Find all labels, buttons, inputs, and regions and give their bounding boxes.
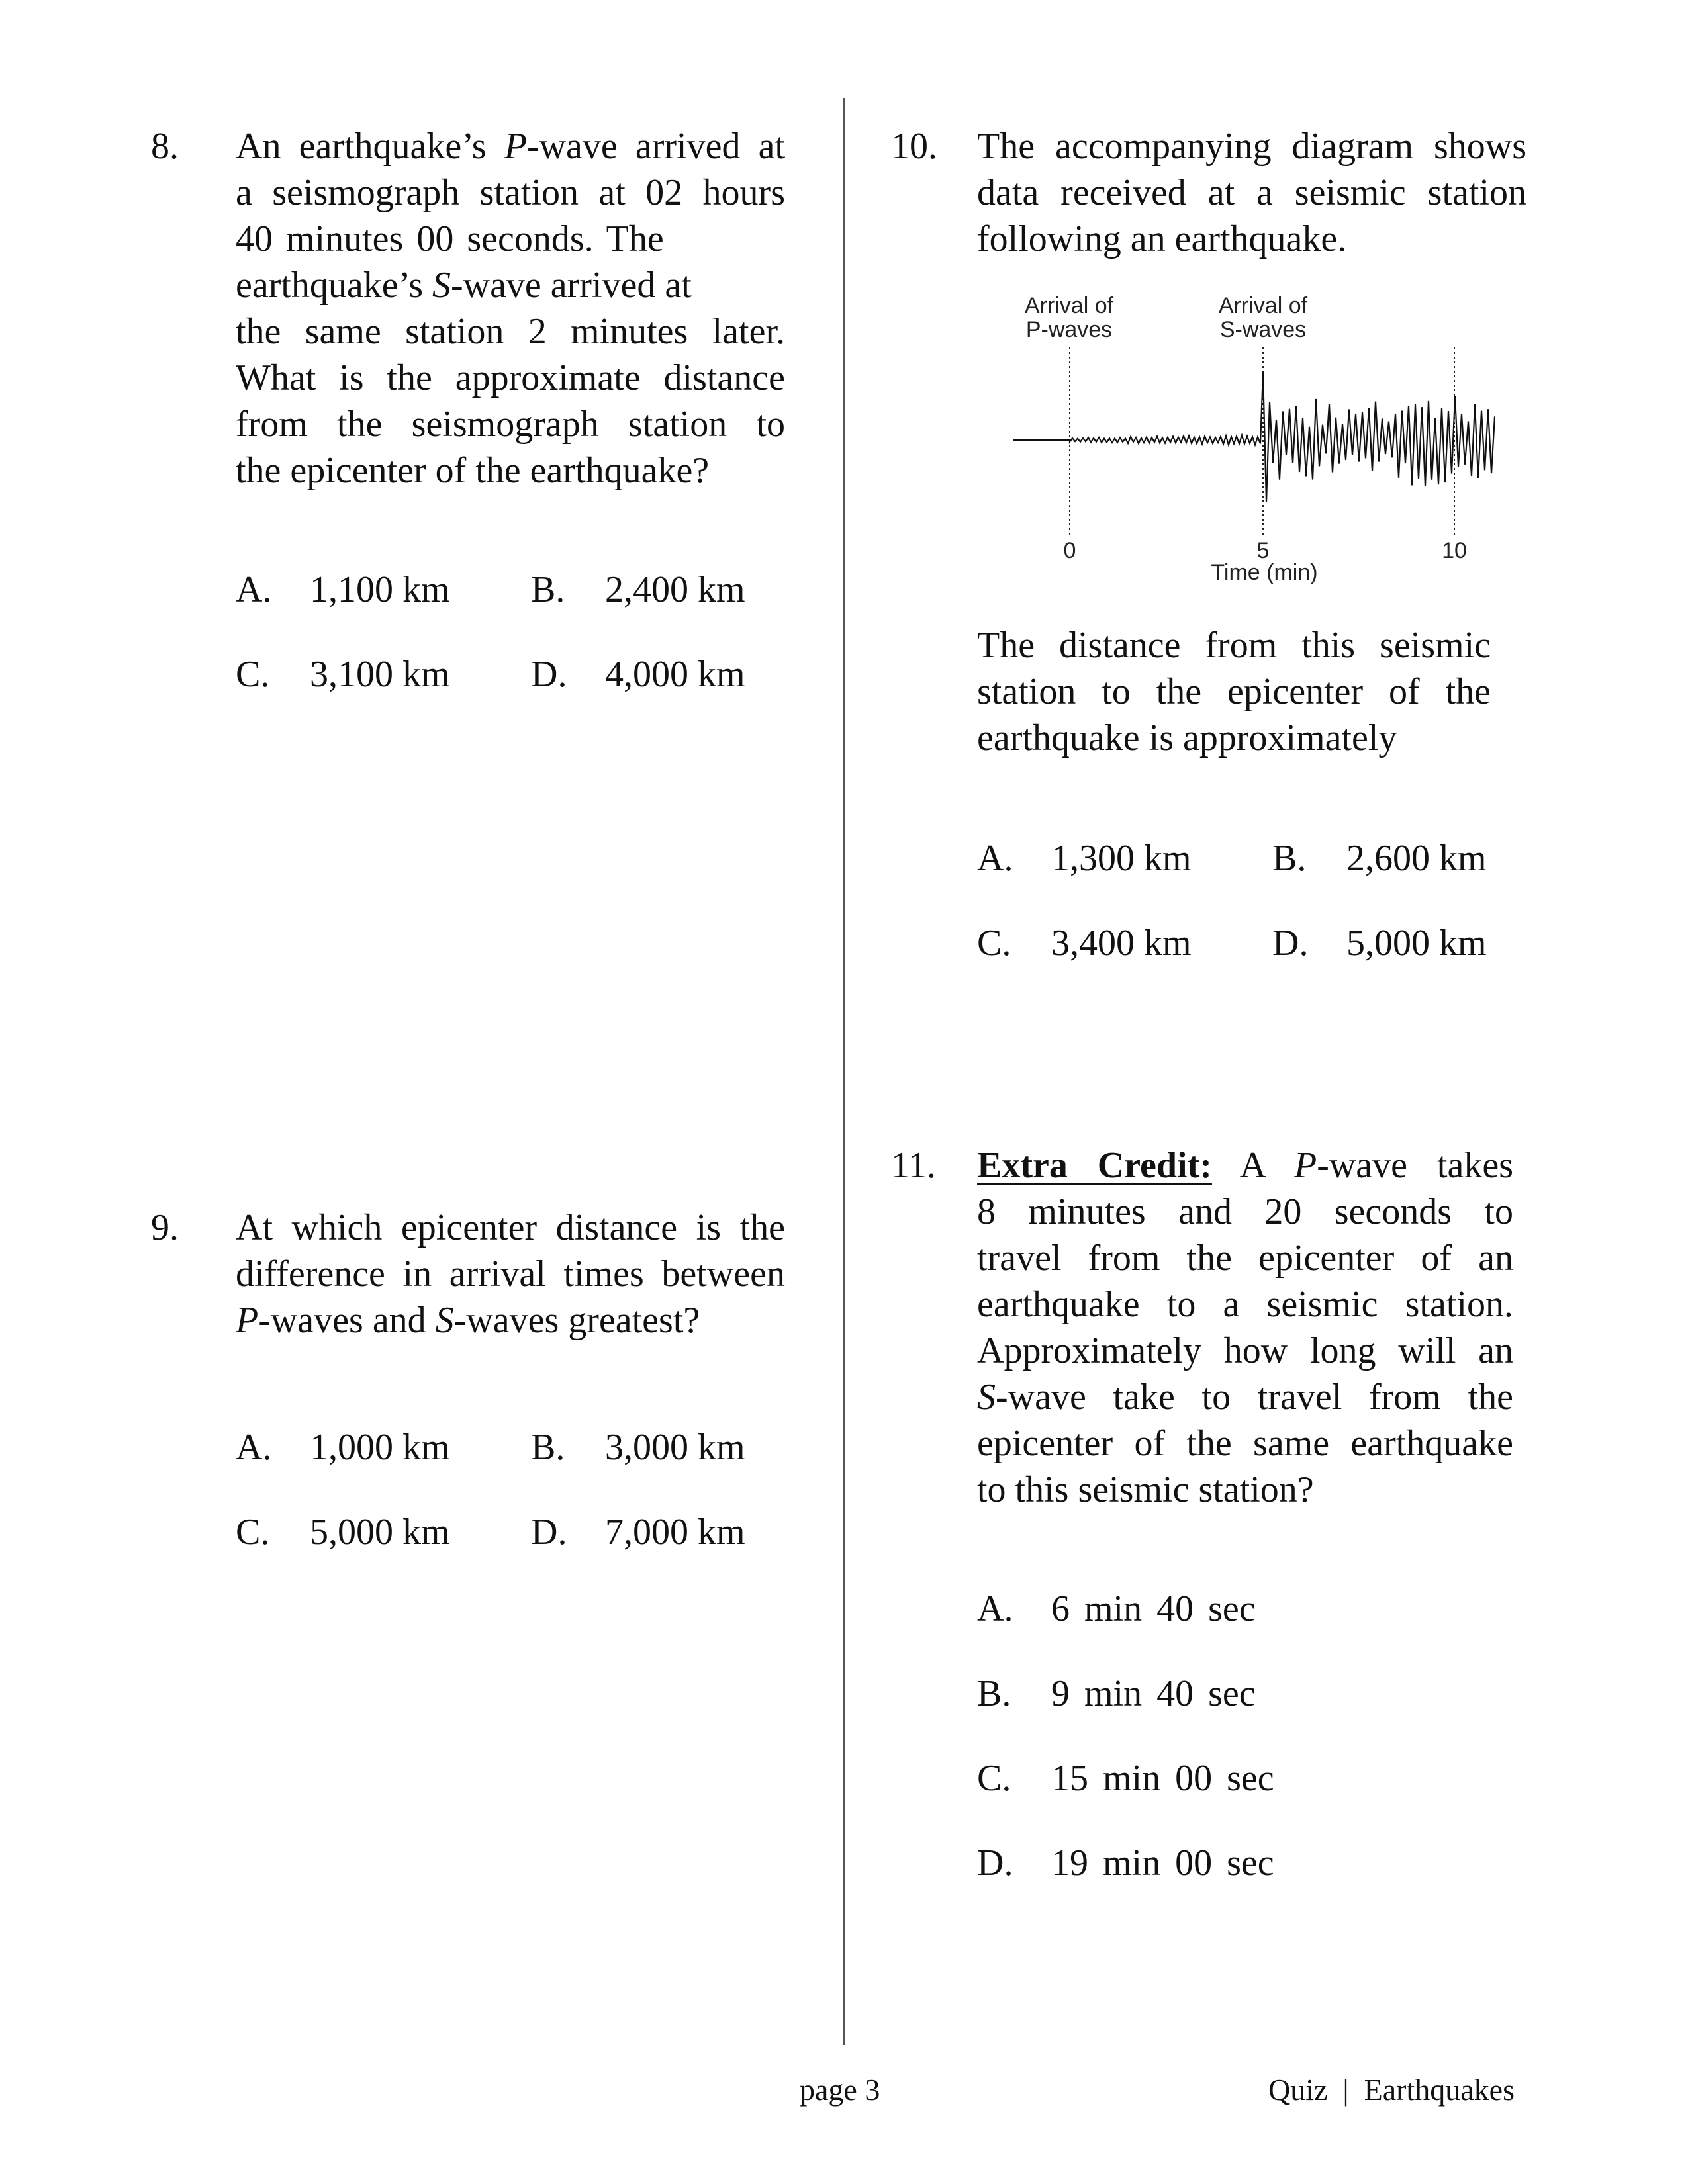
seismogram-diagram <box>993 285 1523 602</box>
footer-title: Quiz | Earthquakes <box>1268 2073 1515 2107</box>
time-tick-10: 10 <box>1442 538 1467 563</box>
option-a[interactable]: A. 1,100 km <box>236 569 450 610</box>
option-c[interactable]: C. 15 min 00 sec <box>977 1758 1274 1799</box>
question-text: Extra Credit: A P-wave takes 8 minutes and 20 seconds to travel from the epicenter of an earthquake to a seismic station. Approximately how long will an S-wave take to travel from the epicenter of the same earthquake to this seismic station? <box>977 1145 1513 1510</box>
s-arrival-label-2: S-waves <box>1219 317 1307 342</box>
question-text: The accompanying diagram shows data received at a seismic station following an earthquake. <box>977 126 1526 259</box>
s-arrival-label-1: Arrival of <box>1218 293 1308 318</box>
option-b[interactable]: B. 9 min 40 sec <box>977 1673 1256 1714</box>
question-number: 9. <box>151 1207 179 1248</box>
question-text: At which epicenter distance is the difference in arrival times between P-waves and S-waves greatest? <box>236 1207 785 1341</box>
option-b[interactable]: B. 2,400 km <box>531 569 745 610</box>
option-d[interactable]: D. 19 min 00 sec <box>977 1843 1274 1884</box>
time-axis-label: Time (min) <box>1211 560 1318 585</box>
option-d[interactable]: D. 7,000 km <box>531 1512 745 1553</box>
p-arrival-label-2: P-waves <box>1025 317 1113 342</box>
option-c[interactable]: C. 3,400 km <box>977 923 1192 964</box>
option-a[interactable]: A. 1,000 km <box>236 1427 450 1468</box>
time-tick-0: 0 <box>1063 538 1076 563</box>
question-number: 8. <box>151 126 179 167</box>
option-b[interactable]: B. 2,600 km <box>1272 838 1487 879</box>
page-number: page 3 <box>800 2073 880 2107</box>
extra-credit-label: Extra Credit: <box>977 1145 1212 1186</box>
option-a[interactable]: A. 6 min 40 sec <box>977 1588 1256 1629</box>
column-divider <box>843 98 845 2045</box>
option-d[interactable]: D. 4,000 km <box>531 654 745 695</box>
option-b[interactable]: B. 3,000 km <box>531 1427 745 1468</box>
question-number: 10. <box>891 126 937 167</box>
seismogram-trace <box>1013 372 1495 502</box>
option-d[interactable]: D. 5,000 km <box>1272 923 1487 964</box>
question-text: An earthquake’s P-wave arrived at a seismograph station at 02 hours 40 minutes 00 seconds. The earthquake’s S-wave arrived at the same station 2 minutes later. What is the approximate distance from the seismograph station to the epicenter of the earthquake? <box>236 126 786 491</box>
p-arrival-label-1: Arrival of <box>1024 293 1114 318</box>
question-text-continued: The distance from this seismic station to the epicenter of the earthquake is approximately <box>977 625 1491 758</box>
option-c[interactable]: C. 5,000 km <box>236 1512 450 1553</box>
option-a[interactable]: A. 1,300 km <box>977 838 1192 879</box>
option-c[interactable]: C. 3,100 km <box>236 654 450 695</box>
question-number: 11. <box>891 1145 936 1186</box>
time-tick-5: 5 <box>1256 538 1270 563</box>
